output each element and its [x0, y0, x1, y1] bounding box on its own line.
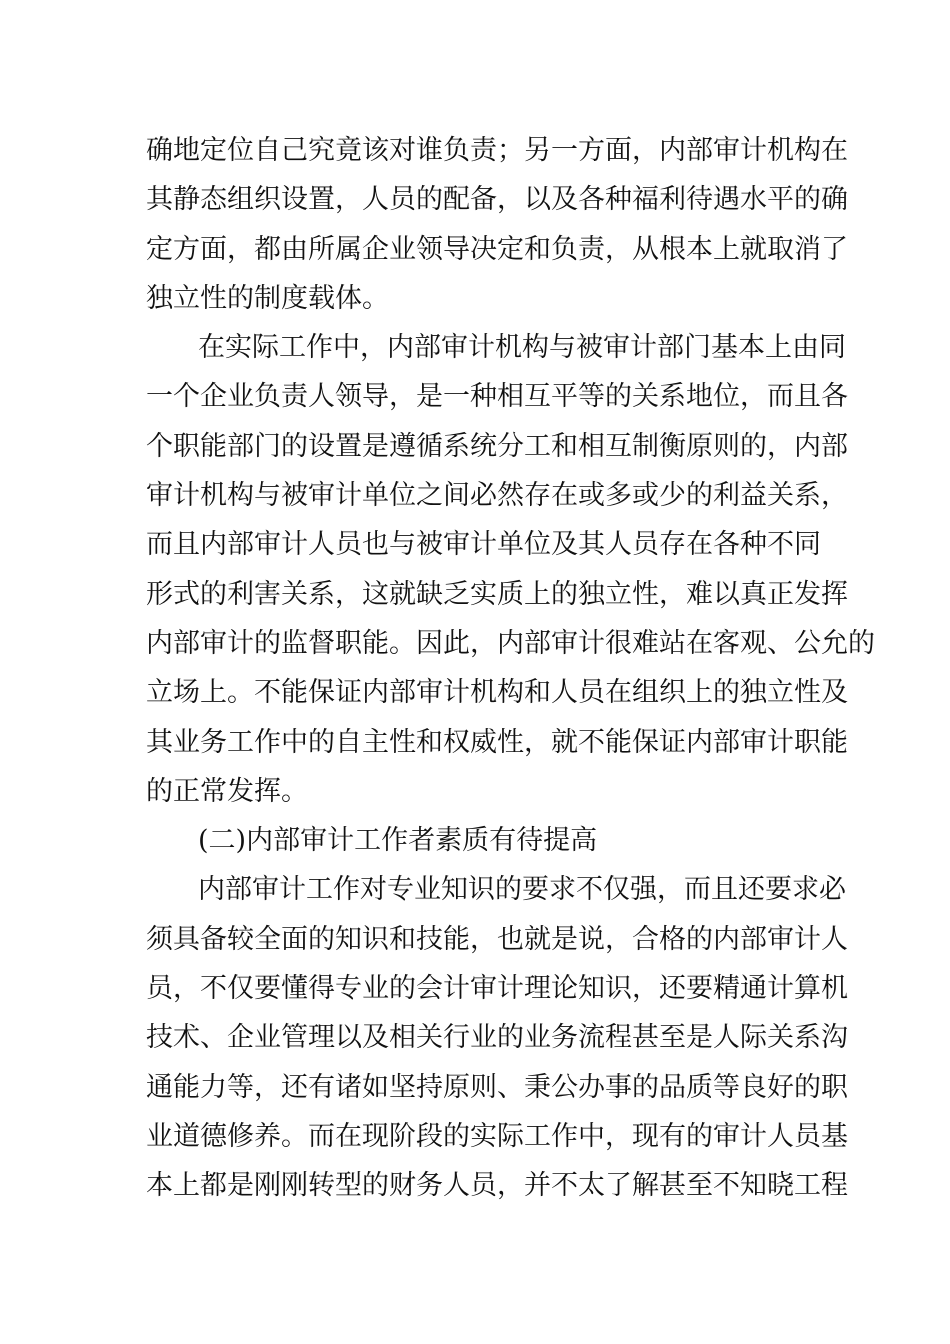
paragraph-line: 一个企业负责人领导，是一种相互平等的关系地位，而且各 — [146, 381, 848, 413]
paragraph-line: 其静态组织设置，人员的配备，以及各种福利待遇水平的确 — [146, 184, 848, 216]
document-body — [146, 126, 875, 1211]
paragraph-line: 内部审计的监督职能。因此，内部审计很难站在客观、公允的 — [146, 627, 875, 659]
paragraph-line: 立场上。不能保证内部审计机构和人员在组织上的独立性及 — [146, 677, 848, 709]
paragraph-line: 的正常发挥。 — [146, 775, 308, 807]
paragraph-line: 形式的利害关系，这就缺乏实质上的独立性，难以真正发挥 — [146, 578, 848, 610]
paragraph-line: 定方面，都由所属企业领导决定和负责，从根本上就取消了 — [146, 233, 848, 265]
paragraph-line: 确地定位自己究竟该对谁负责；另一方面，内部审计机构在 — [146, 135, 848, 166]
paragraph-line: 技术、企业管理以及相关行业的业务流程甚至是人际关系沟 — [146, 1022, 848, 1054]
paragraph-2 — [146, 323, 875, 816]
paragraph-line: 在实际工作中，内部审计机构与被审计部门基本上由同 — [198, 332, 846, 364]
paragraph-line: 而且内部审计人员也与被审计单位及其人员存在各种不同 — [146, 529, 821, 561]
paragraph-3 — [146, 865, 848, 1210]
paragraph-line: 业道德修养。而在现阶段的实际工作中，现有的审计人员基 — [146, 1120, 848, 1152]
paragraph-line: 须具备较全面的知识和技能，也就是说，合格的内部审计人 — [146, 923, 848, 955]
paragraph-line: 独立性的制度载体。 — [146, 282, 389, 314]
paragraph-line: 本上都是刚刚转型的财务人员，并不太了解甚至不知晓工程 — [146, 1170, 848, 1202]
paragraph-line: 个职能部门的设置是遵循系统分工和相互制衡原则的，内部 — [146, 430, 848, 462]
paragraph-line: 审计机构与被审计单位之间必然存在或多或少的利益关系， — [146, 480, 848, 512]
paragraph-line: 内部审计工作对专业知识的要求不仅强，而且还要求必 — [198, 874, 846, 906]
section-heading: (二)内部审计工作者素质有待提高 — [198, 825, 598, 857]
paragraph-1 — [146, 126, 848, 323]
paragraph-line: 通能力等，还有诸如坚持原则、秉公办事的品质等良好的职 — [146, 1071, 848, 1103]
paragraph-line: 其业务工作中的自主性和权威性，就不能保证内部审计职能 — [146, 726, 848, 758]
paragraph-line: 员，不仅要懂得专业的会计审计理论知识，还要精通计算机 — [146, 973, 848, 1005]
